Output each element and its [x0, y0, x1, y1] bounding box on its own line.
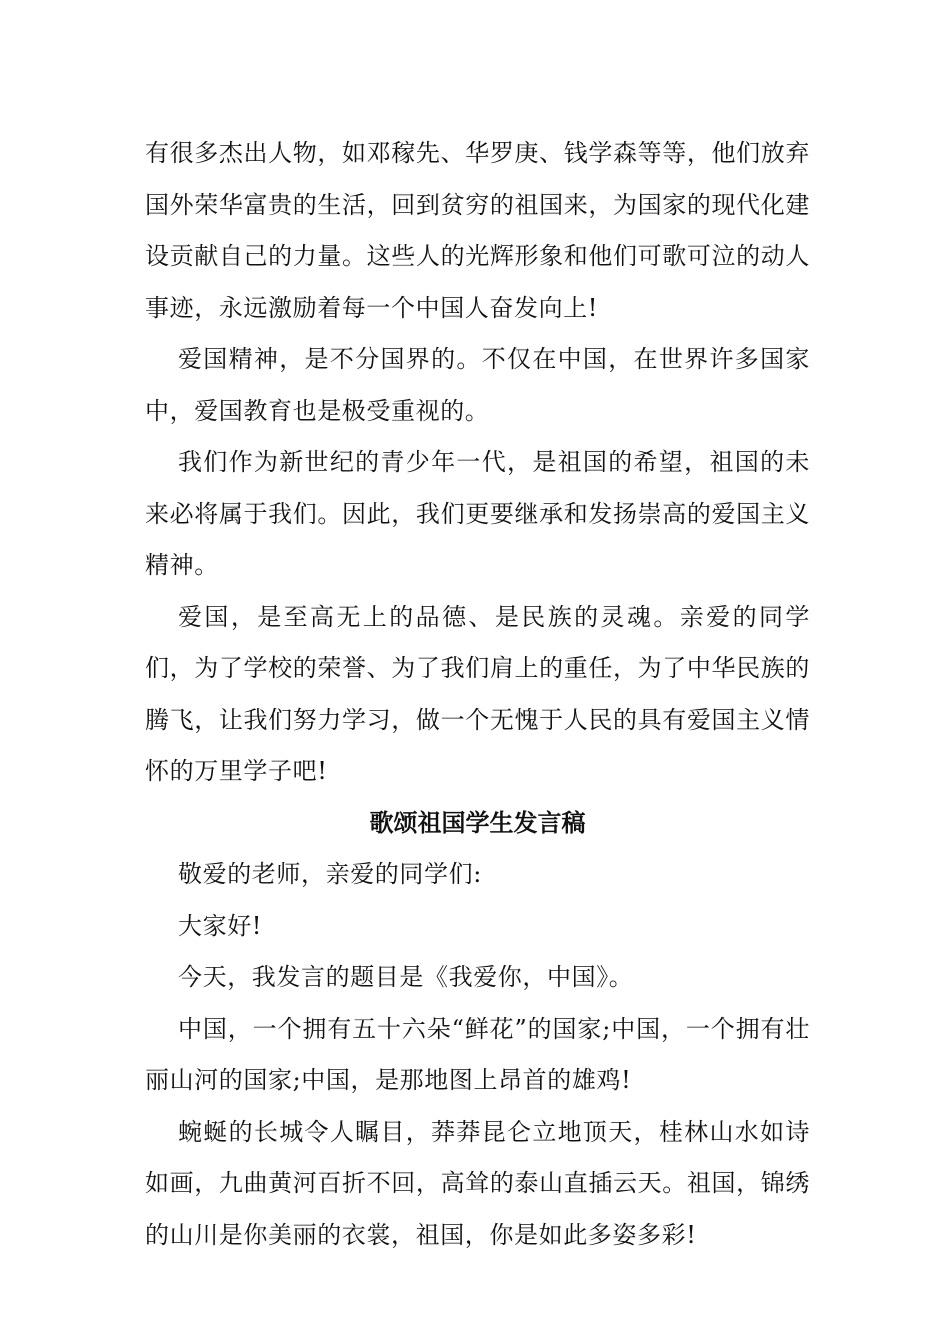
document-body: [145, 128, 810, 1261]
greeting: 大家好!: [178, 911, 263, 940]
salutation: 敬爱的老师，亲爱的同学们:: [178, 860, 482, 888]
paragraph: 我们作为新世纪的青少年一代，是祖国的希望，祖国的未来必将属于我们。因此，我们更要继承和发扬崇高的爱国主义精神。: [145, 448, 810, 579]
paragraph: 中国，一个拥有五十六朵“鲜花”的国家;中国，一个拥有壮丽山河的国家;中国，是那地图上昂首的雄鸡!: [145, 1014, 810, 1094]
paragraph: 蜿蜒的长城令人瞩目，莽莽昆仑立地顶天，桂林山水如诗如画，九曲黄河百折不回，高耸的泰山直插云天。祖国，锦绣的山川是你美丽的衣裳，祖国，你是如此多姿多彩!: [145, 1117, 810, 1249]
section-title: 歌颂祖国学生发言稿: [369, 808, 586, 837]
paragraph: 有很多杰出人物，如邓稼先、华罗庚、钱学森等等，他们放弃国外荣华富贵的生活，回到贫穷的祖国来，为国家的现代化建设贡献自己的力量。这些人的光辉形象和他们可歌可泣的动人事迹，永远激励着每一个中国人奋发向上!: [145, 139, 810, 322]
paragraph: 爱国精神，是不分国界的。不仅在中国，在世界许多国家中，爱国教育也是极受重视的。: [145, 345, 810, 425]
paragraph: 今天，我发言的题目是《我爱你，中国》。: [178, 963, 634, 991]
paragraph: 爱国，是至高无上的品德、是民族的灵魂。亲爱的同学们，为了学校的荣誉、为了我们肩上的重任，为了中华民族的腾飞，让我们努力学习，做一个无愧于人民的具有爱国主义情怀的万里学子吧!: [145, 602, 810, 785]
